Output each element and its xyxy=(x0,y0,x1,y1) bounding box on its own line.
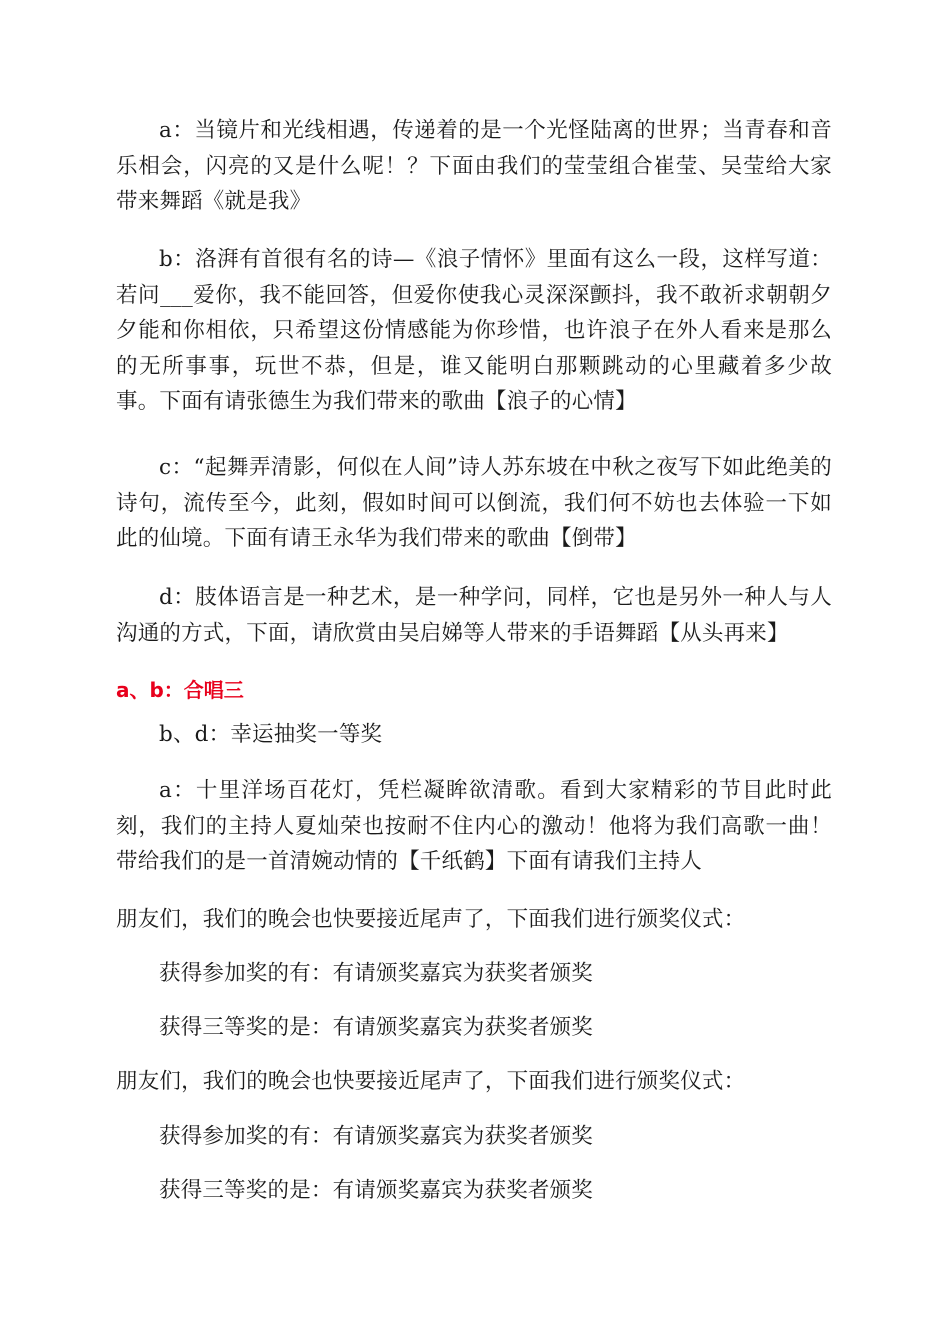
paragraph-b-intro-song: b：洛湃有首很有名的诗—《浪子情怀》里面有这么一段，这样写道：若问___爱你，我不能回答，但爱你使我心灵深深颤抖，我不敢祈求朝朝夕夕能和你相依，只希望这份情感能为你珍惜，也许浪子在外人看来是那么的无所事事，玩世不恭，但是，谁又能明白那颗跳动的心里藏着多少故事。下面有请张德生为我们带来的歌曲【浪子的心情】 xyxy=(116,247,832,414)
paragraph-a-intro-dance: a：当镜片和光线相遇，传递着的是一个光怪陆离的世界；当青春和音乐相会，闪亮的又是什么呢！？下面由我们的莹莹组合崔莹、吴莹给大家带来舞蹈《就是我》 xyxy=(116,118,832,214)
paragraph-a-host-song: a：十里洋场百花灯，凭栏凝眸欲清歌。看到大家精彩的节目此时此刻，我们的主持人夏灿荣也按耐不住内心的激动！他将为我们高歌一曲！带给我们的是一首清婉动情的【千纸鹤】下面有请我们主持人 xyxy=(116,778,832,874)
section-heading-chorus: a、b：合唱三 xyxy=(116,678,244,702)
paragraph-c-intro-song: c：“起舞弄清影，何似在人间”诗人苏东坡在中秋之夜写下如此绝美的诗句，流传至今，此刻，假如时间可以倒流，我们何不妨也去体验一下如此的仙境。下面有请王永华为我们带来的歌曲【倒带】 xyxy=(116,455,832,551)
paragraph-participation-award-2: 获得参加奖的有：有请颁奖嘉宾为获奖者颁奖 xyxy=(159,1124,594,1149)
paragraph-d-intro-sign-dance: d：肢体语言是一种艺术，是一种学问，同样，它也是另外一种人与人沟通的方式，下面，请欣赏由吴启娣等人带来的手语舞蹈【从头再来】 xyxy=(116,585,832,646)
paragraph-participation-award-1: 获得参加奖的有：有请颁奖嘉宾为获奖者颁奖 xyxy=(159,961,594,986)
paragraph-third-prize-2: 获得三等奖的是：有请颁奖嘉宾为获奖者颁奖 xyxy=(159,1178,594,1203)
paragraph-award-ceremony-2: 朋友们，我们的晚会也快要接近尾声了，下面我们进行颁奖仪式： xyxy=(116,1069,746,1094)
paragraph-lottery: b、d：幸运抽奖一等奖 xyxy=(159,722,383,747)
paragraph-award-ceremony-1: 朋友们，我们的晚会也快要接近尾声了，下面我们进行颁奖仪式： xyxy=(116,907,746,932)
paragraph-third-prize-1: 获得三等奖的是：有请颁奖嘉宾为获奖者颁奖 xyxy=(159,1015,594,1040)
